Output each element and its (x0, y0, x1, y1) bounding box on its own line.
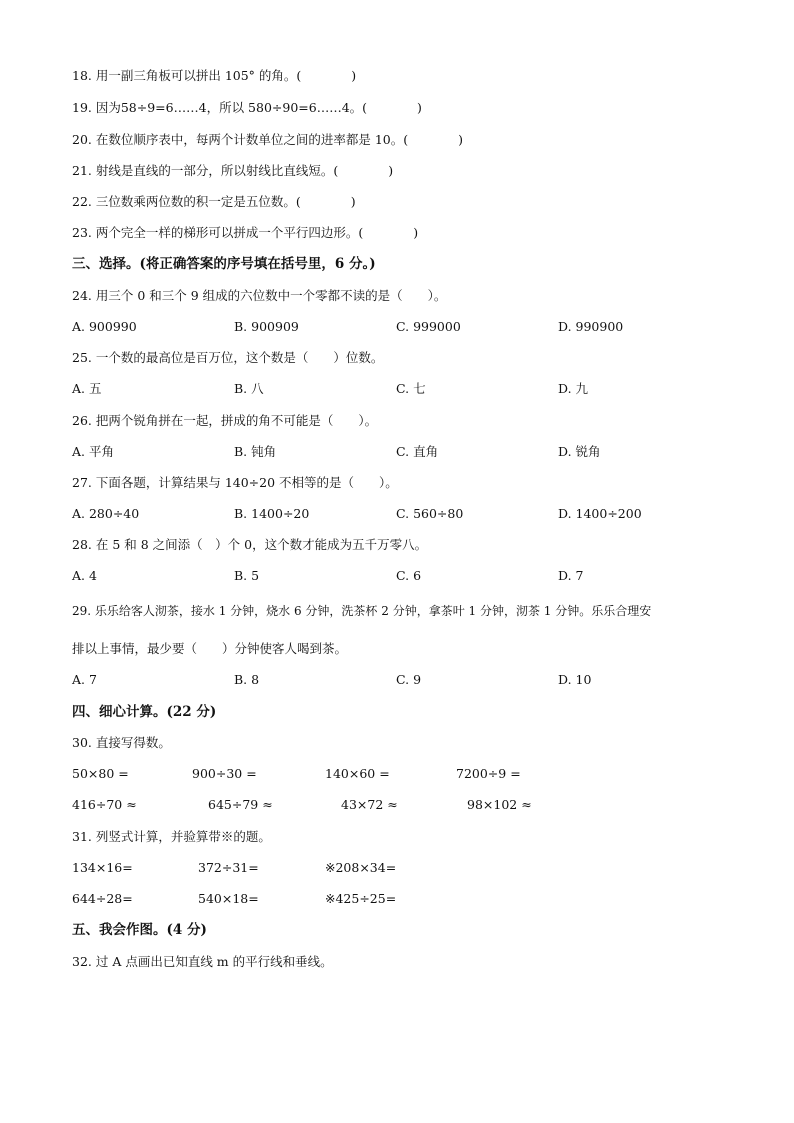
question-19: 19. 因为58÷9=6……4，所以 580÷90=6……4。( ) (72, 100, 422, 115)
q28-option-b: B. 5 (234, 568, 260, 583)
q24-option-b: B. 900909 (234, 319, 299, 334)
question-31: 31. 列竖式计算，并验算带※的题。 (72, 829, 271, 844)
question-30: 30. 直接写得数。 (72, 735, 171, 750)
q24-option-c: C. 999000 (396, 319, 461, 334)
section-3-heading: 三、选择。(将正确答案的序号填在括号里，6 分。) (72, 256, 376, 272)
question-21: 21. 射线是直线的一部分，所以射线比直线短。( ) (72, 163, 394, 178)
vertical-425div25: ※425÷25= (325, 891, 397, 906)
q29-option-c: C. 9 (396, 672, 422, 687)
q28-option-a: A. 4 (72, 568, 97, 583)
calc-50x80: 50×80 = (72, 766, 129, 781)
q24-option-a: A. 900990 (72, 319, 137, 334)
calc-43x72: 43×72 ≈ (341, 797, 398, 812)
calc-140x60: 140×60 = (325, 766, 390, 781)
q28-option-c: C. 6 (396, 568, 422, 583)
q26-option-a: A. 平角 (72, 444, 114, 459)
q29-option-b: B. 8 (234, 672, 260, 687)
q27-option-c: C. 560÷80 (396, 506, 464, 521)
calc-7200div9: 7200÷9 = (456, 766, 521, 781)
q27-option-d: D. 1400÷200 (558, 506, 642, 521)
question-20: 20. 在数位顺序表中，每两个计数单位之间的进率都是 10。( ) (72, 132, 463, 147)
question-27: 27. 下面各题，计算结果与 140÷20 不相等的是（ ）。 (72, 475, 398, 490)
vertical-134x16: 134×16= (72, 860, 133, 875)
q28-option-d: D. 7 (558, 568, 584, 583)
question-32: 32. 过 A 点画出已知直线 m 的平行线和垂线。 (72, 954, 333, 969)
question-22: 22. 三位数乘两位数的积一定是五位数。( ) (72, 194, 356, 209)
question-23: 23. 两个完全一样的梯形可以拼成一个平行四边形。( ) (72, 225, 419, 240)
question-28: 28. 在 5 和 8 之间添（ ）个 0，这个数才能成为五千万零八。 (72, 537, 428, 552)
question-25: 25. 一个数的最高位是百万位，这个数是（ ）位数。 (72, 350, 384, 365)
q26-option-c: C. 直角 (396, 444, 439, 459)
question-26: 26. 把两个锐角拼在一起，拼成的角不可能是（ ）。 (72, 413, 378, 428)
q25-option-d: D. 九 (558, 381, 589, 396)
vertical-644div28: 644÷28= (72, 891, 133, 906)
calc-98x102: 98×102 ≈ (467, 797, 532, 812)
q27-option-a: A. 280÷40 (72, 506, 140, 521)
q26-option-b: B. 钝角 (234, 444, 277, 459)
calc-900div30: 900÷30 = (192, 766, 257, 781)
q25-option-a: A. 五 (72, 381, 102, 396)
section-4-heading: 四、细心计算。(22 分) (72, 704, 217, 720)
q29-option-a: A. 7 (72, 672, 97, 687)
q29-option-d: D. 10 (558, 672, 592, 687)
section-5-heading: 五、我会作图。(4 分) (72, 922, 207, 938)
q26-option-d: D. 锐角 (558, 444, 601, 459)
calc-645div79: 645÷79 ≈ (208, 797, 273, 812)
question-18: 18. 用一副三角板可以拼出 105° 的角。( ) (72, 68, 357, 83)
vertical-372div31: 372÷31= (198, 860, 259, 875)
q27-option-b: B. 1400÷20 (234, 506, 310, 521)
q25-option-b: B. 八 (234, 381, 264, 396)
q25-option-c: C. 七 (396, 381, 426, 396)
question-24: 24. 用三个 0 和三个 9 组成的六位数中一个零都不读的是（ ）。 (72, 288, 447, 303)
calc-416div70: 416÷70 ≈ (72, 797, 137, 812)
vertical-208x34: ※208×34= (325, 860, 397, 875)
q24-option-d: D. 990900 (558, 319, 624, 334)
vertical-540x18: 540×18= (198, 891, 259, 906)
question-29-line-2: 排以上事情，最少要（ ）分钟使客人喝到茶。 (72, 641, 348, 656)
question-29-line-1: 29. 乐乐给客人沏茶，接水 1 分钟，烧水 6 分钟，洗茶杯 2 分钟，拿茶叶 1 分钟，沏茶 1 分钟。乐乐合理安 (72, 604, 652, 618)
